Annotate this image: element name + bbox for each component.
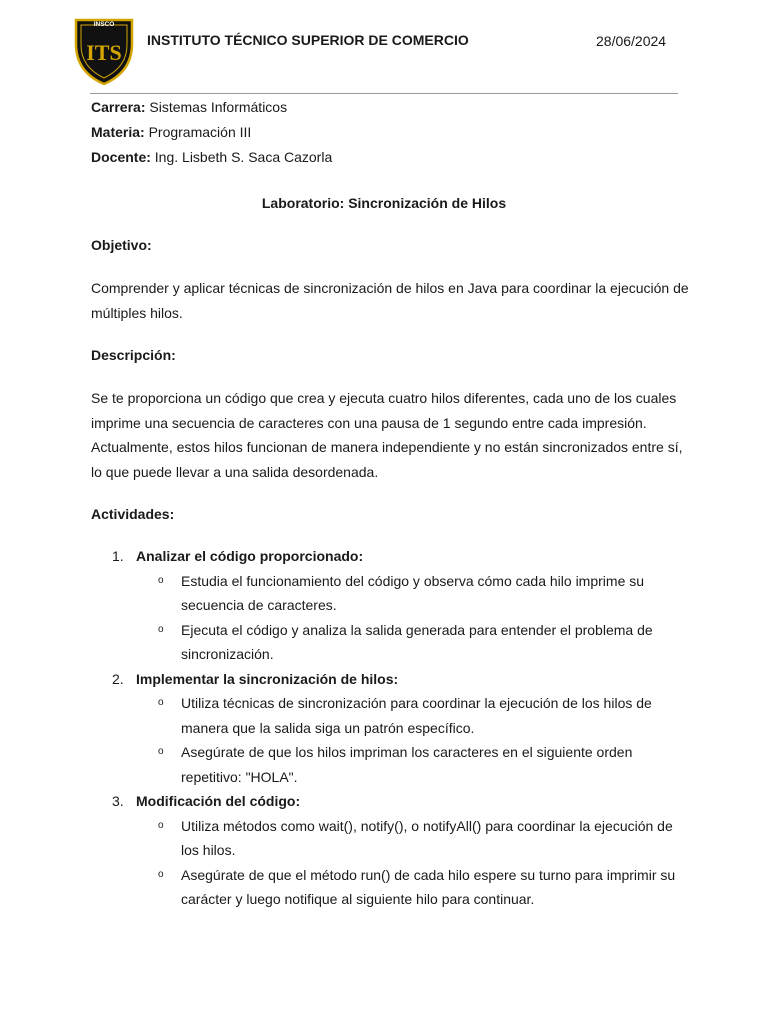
activity-subitem <box>136 691 681 740</box>
description-heading: Descripción: <box>91 347 176 363</box>
activities-heading: Actividades: <box>91 506 175 522</box>
activity-title: Modificación del código: <box>136 793 301 809</box>
activity-item <box>91 667 681 692</box>
bullet-icon: o <box>158 574 164 586</box>
teacher-value: Ing. Lisbeth S. Saca Cazorla <box>150 149 333 165</box>
bullet-icon: o <box>158 623 164 635</box>
subitem-text: Utiliza técnicas de sincronización para coordinar la ejecución de los hilos de manera que la salida siga un patrón específico. <box>181 695 652 736</box>
activity-number: 1. <box>112 548 124 564</box>
description-text: Se te proporciona un código que crea y ejecuta cuatro hilos diferentes, cada uno de los cuales imprime una secuencia de caracteres con una pausa de 1 segundo entre cada impresión. Actualmente, estos hilos funcionan de manera independiente y no están sincronizados entre sí, lo que puede llevar a una salida desordenada. <box>91 390 683 480</box>
subitem-text: Utiliza métodos como wait(), notify(), o notifyAll() para coordinar la ejecución de los hilos. <box>181 817 673 858</box>
activity-subitem <box>136 618 681 667</box>
activity-item <box>91 789 681 814</box>
career-line <box>91 95 332 120</box>
activity-title: Implementar la sincronización de hilos: <box>136 670 399 687</box>
activity-subitem <box>136 814 681 863</box>
header-divider <box>90 93 678 94</box>
subitem-text: Ejecuta el código y analiza la salida generada para entender el problema de sincronización. <box>181 621 653 662</box>
bullet-icon: o <box>158 697 164 708</box>
career-value: Sistemas Informáticos <box>145 99 288 115</box>
activity-subitem <box>136 740 681 789</box>
subject-line <box>91 120 332 145</box>
activity-number: 2. <box>112 670 124 687</box>
objective-heading: Objetivo: <box>91 237 152 253</box>
subitem-text: Asegúrate de que los hilos impriman los caracteres en el siguiente orden repetitivo: "HOLA". <box>181 744 633 785</box>
bullet-icon: o <box>158 819 164 831</box>
teacher-label: Docente: <box>91 149 151 165</box>
activity-subitem <box>136 863 681 912</box>
lab-title: Laboratorio: Sincronización de Hilos <box>261 195 507 211</box>
bullet-icon: o <box>158 868 164 880</box>
activity-subitem <box>136 569 681 618</box>
course-info <box>91 95 332 170</box>
activity-subitems <box>91 569 681 667</box>
logo-monogram: ITS <box>86 40 122 65</box>
objective-text: Comprender y aplicar técnicas de sincronización de hilos en Java para coordinar la ejecución de múltiples hilos. <box>91 280 689 321</box>
teacher-line <box>91 145 332 170</box>
institution-name: INSTITUTO TÉCNICO SUPERIOR DE COMERCIO <box>147 32 469 48</box>
subject-label: Materia: <box>91 124 145 140</box>
activity-subitems <box>91 814 681 912</box>
activity-item <box>91 544 681 569</box>
institution-logo-icon <box>72 14 136 86</box>
activity-subitems <box>91 691 681 789</box>
activities-list <box>91 544 681 912</box>
subject-value: Programación III <box>144 124 252 140</box>
subitem-text: Estudia el funcionamiento del código y observa cómo cada hilo imprime su secuencia de caracteres. <box>181 572 645 613</box>
document-date: 28/06/2024 <box>596 33 667 49</box>
activity-number: 3. <box>112 793 124 809</box>
bullet-icon: o <box>158 746 164 757</box>
career-label: Carrera: <box>91 99 146 115</box>
activity-title: Analizar el código proporcionado: <box>136 548 364 564</box>
logo-text: INSCO <box>93 21 115 28</box>
subitem-text: Asegúrate de que el método run() de cada hilo espere su turno para imprimir su carácter y luego notifique al siguiente hilo para continuar. <box>181 866 676 907</box>
